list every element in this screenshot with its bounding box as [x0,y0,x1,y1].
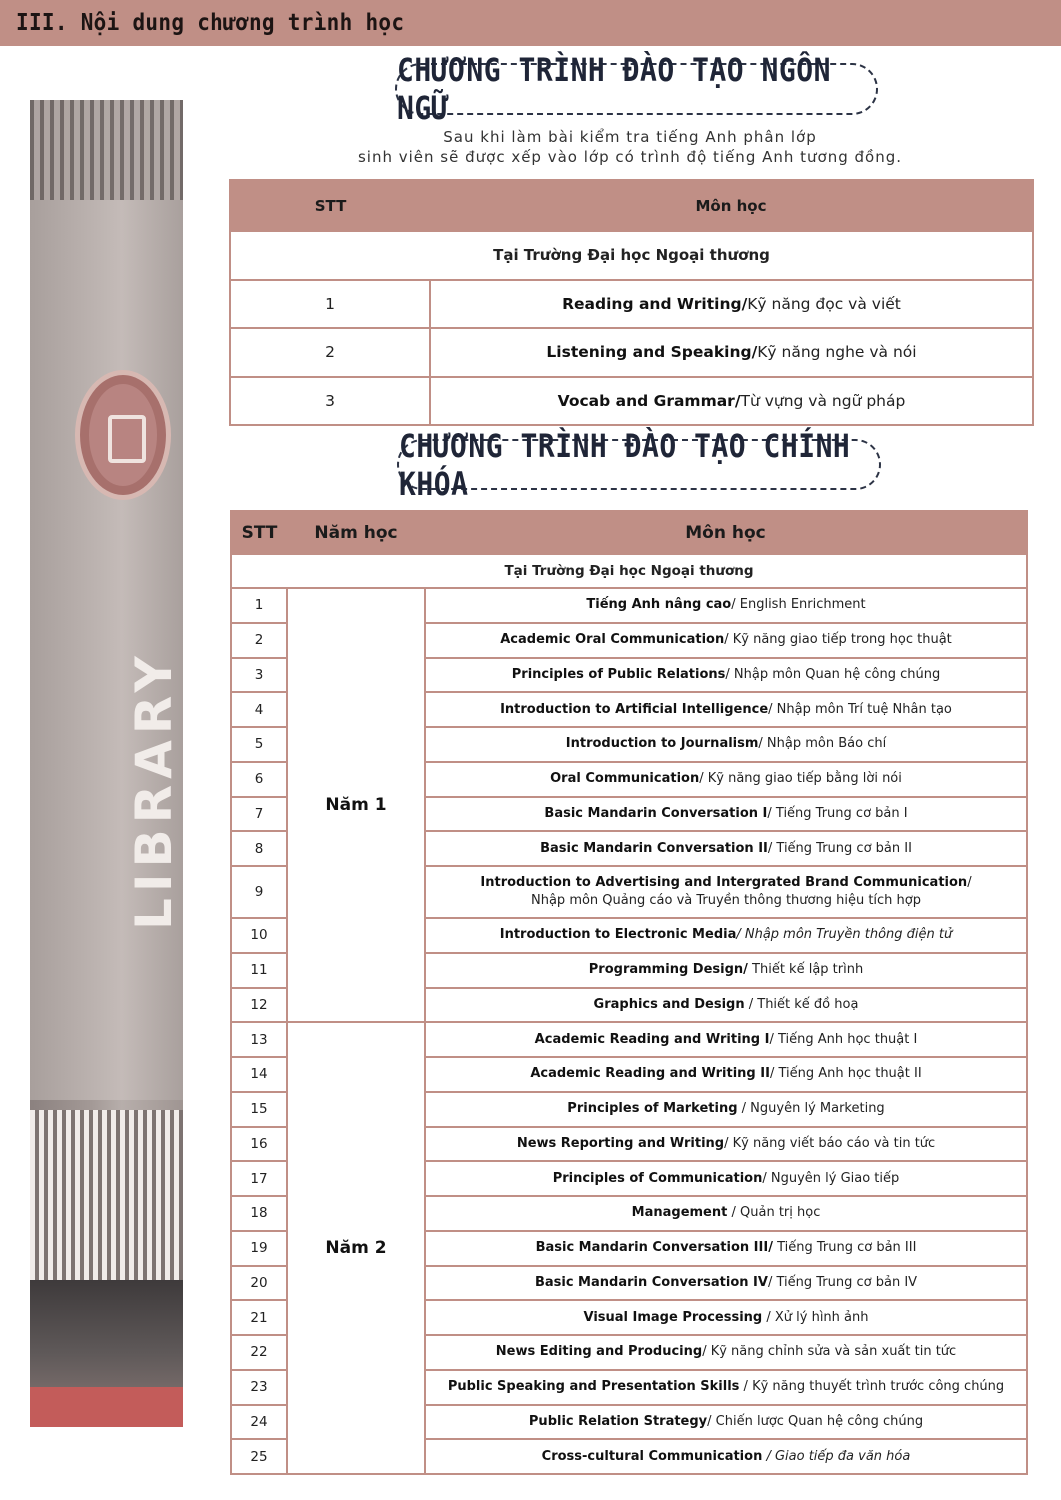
subject-vi: / Tiếng Anh học thuật I [769,1031,918,1047]
row-subject [425,831,1027,866]
row-stt: 13 [231,1022,287,1057]
row-subject [425,866,1027,918]
year-2-cell: Năm 2 [287,1022,425,1474]
subject-en: Listening and Speaking/ [546,343,758,362]
library-sign-text: LIBRARY [125,650,183,930]
row-stt: 25 [231,1439,287,1474]
language-program-table [229,179,1034,426]
row-stt: 14 [231,1057,287,1092]
row-subject [425,762,1027,797]
subject-vi: / Tiếng Trung cơ bản I [767,805,908,821]
subject-vi: / Nhập môn Báo chí [758,736,887,752]
building-grille [30,1110,183,1280]
row-stt: 4 [231,692,287,727]
row-stt: 17 [231,1161,287,1196]
row-subject [430,280,1033,329]
subject-vi: / Xử lý hình ảnh [762,1309,869,1325]
subject-en: Introduction to Artificial Intelligence [500,701,769,717]
table-row [231,588,1027,623]
subject-en: Public Speaking and Presentation Skills [447,1379,740,1395]
subject-vi: / Nhập môn Quan hệ công chúng [725,666,941,682]
row-stt: 18 [231,1196,287,1231]
subject-en: News Editing and Producing [495,1344,703,1360]
subject-en: Oral Communication [550,771,700,787]
group-row: Tại Trường Đại học Ngoại thương [231,554,1027,588]
subject-vi: Tiếng Trung cơ bản III [772,1240,917,1256]
row-stt: 7 [231,797,287,832]
language-program-heading: CHƯƠNG TRÌNH ĐÀO TẠO NGÔN NGỮ [395,63,878,115]
row-stt: 20 [231,1266,287,1301]
table-row [231,1022,1027,1057]
row-subject [425,1335,1027,1370]
building-roof [30,100,183,200]
row-subject [425,1439,1027,1474]
row-subject [425,797,1027,832]
row-stt: 22 [231,1335,287,1370]
subject-en: Basic Mandarin Conversation II [540,840,768,856]
row-stt: 16 [231,1127,287,1162]
subject-en: Graphics and Design [593,996,745,1012]
subject-vi: / Kỹ năng giao tiếp trong học thuật [724,632,952,648]
row-subject [430,377,1033,426]
row-subject [430,328,1033,377]
row-subject [425,988,1027,1023]
subject-vi: / Kỹ năng chỉnh sửa và sản xuất tin tức [702,1344,957,1360]
row-subject [425,623,1027,658]
subject-en: Academic Reading and Writing I [534,1031,770,1047]
subject-en: News Reporting and Writing [516,1135,725,1151]
subject-en: Basic Mandarin Conversation I [544,805,768,821]
section-header-band [0,0,1061,46]
year-1-cell: Năm 1 [287,588,425,1022]
subject-vi: Kỹ năng đọc và viết [747,294,901,313]
table-row [230,280,1033,329]
row-subject [425,1057,1027,1092]
subject-en: Vocab and Grammar/ [557,391,741,410]
col-stt: STT [230,180,430,231]
subject-en: Cross-cultural Communication [541,1448,763,1464]
subject-en: Academic Reading and Writing II [530,1066,770,1082]
subject-en: Visual Image Processing [583,1309,763,1325]
row-subject [425,727,1027,762]
subject-vi: / Chiến lược Quan hệ công chúng [707,1413,924,1429]
row-subject [425,1161,1027,1196]
subject-vi: / Nhập môn Truyền thông điện tử [736,927,953,943]
row-subject [425,1196,1027,1231]
row-stt: 1 [230,280,430,329]
subject-vi: / [967,875,972,890]
subject-vi: / Quản trị học [727,1205,821,1221]
row-subject [425,1092,1027,1127]
subject-vi: / Kỹ năng viết báo cáo và tin tức [724,1135,936,1151]
table-row [230,328,1033,377]
subject-vi: Kỹ năng nghe và nói [757,343,917,362]
row-subject [425,1022,1027,1057]
row-stt: 10 [231,918,287,953]
row-subject [425,918,1027,953]
row-stt: 6 [231,762,287,797]
university-seal-icon [75,370,171,500]
subject-vi: / Tiếng Anh học thuật II [769,1066,922,1082]
row-subject [425,1300,1027,1335]
row-stt: 21 [231,1300,287,1335]
subject-vi: / Thiết kế đồ hoạ [744,996,859,1012]
main-program-heading: CHƯƠNG TRÌNH ĐÀO TẠO CHÍNH KHÓA [397,439,881,490]
row-stt: 3 [230,377,430,426]
subject-en: Programming Design/ [588,962,748,978]
col-subject: Môn học [430,180,1033,231]
row-stt: 2 [231,623,287,658]
row-subject [425,953,1027,988]
table-header [231,511,1027,554]
row-subject [425,588,1027,623]
row-stt: 1 [231,588,287,623]
subject-en: Principles of Public Relations [511,666,726,682]
subject-vi: / English Enrichment [731,597,866,613]
row-stt: 9 [231,866,287,918]
subject-vi: / Kỹ năng giao tiếp bằng lời nói [699,771,902,787]
subject-en: Management [631,1205,728,1221]
subject-en: Introduction to Advertising and Intergrated Brand Communication [480,875,968,890]
row-stt: 3 [231,658,287,693]
row-stt: 23 [231,1370,287,1405]
group-row: Tại Trường Đại học Ngoại thương [230,231,1033,280]
row-stt: 12 [231,988,287,1023]
row-stt: 19 [231,1231,287,1266]
subject-vi: / Kỹ năng thuyết trình trước công chúng [739,1379,1005,1395]
subject-en: Introduction to Journalism [565,736,759,752]
subject-vi: / Tiếng Trung cơ bản IV [767,1274,918,1290]
row-subject [425,692,1027,727]
main-program-table [230,510,1028,1475]
table-header [230,180,1033,231]
subject-vi: Từ vựng và ngữ pháp [740,391,906,410]
row-stt: 15 [231,1092,287,1127]
language-program-intro: Sau khi làm bài kiểm tra tiếng Anh phân lớp sinh viên sẽ được xếp vào lớp có trình độ tiếng Anh tương đồng. [357,128,903,166]
subject-en: Academic Oral Communication [500,632,725,648]
subject-en: Basic Mandarin Conversation III/ [535,1240,773,1256]
subject-en: Tiếng Anh nâng cao [586,597,732,613]
row-stt: 8 [231,831,287,866]
section-title: III. Nội dung chương trình học [16,9,405,36]
subject-en: Principles of Marketing [567,1101,738,1117]
subject-vi: / Giao tiếp đa văn hóa [762,1448,911,1464]
row-subject [425,1370,1027,1405]
row-subject [425,1266,1027,1301]
row-stt: 11 [231,953,287,988]
subject-vi: / Tiếng Trung cơ bản II [767,840,912,856]
library-sign [125,550,183,930]
col-year: Năm học [287,511,425,554]
subject-vi: Thiết kế lập trình [747,962,864,978]
row-stt: 5 [231,727,287,762]
subject-en: Introduction to Electronic Media [499,927,737,943]
subject-en: Reading and Writing/ [562,294,748,313]
building-entrance [30,1280,183,1427]
subject-vi-line2: Nhập môn Quảng cáo và Truyền thông thương hiệu tích hợp [531,893,921,908]
row-subject [425,1231,1027,1266]
row-subject [425,1405,1027,1440]
row-stt: 2 [230,328,430,377]
table-row [230,377,1033,426]
subject-vi: / Nguyên lý Giao tiếp [762,1170,900,1186]
row-stt: 24 [231,1405,287,1440]
col-subject: Môn học [425,511,1027,554]
subject-vi: / Nhập môn Trí tuệ Nhân tạo [768,701,952,717]
row-subject [425,658,1027,693]
subject-en: Principles of Communication [552,1170,763,1186]
library-building-photo [30,100,183,1427]
row-subject [425,1127,1027,1162]
col-stt: STT [231,511,287,554]
subject-en: Basic Mandarin Conversation IV [534,1274,768,1290]
subject-en: Public Relation Strategy [528,1413,708,1429]
subject-vi: / Nguyên lý Marketing [737,1101,885,1117]
